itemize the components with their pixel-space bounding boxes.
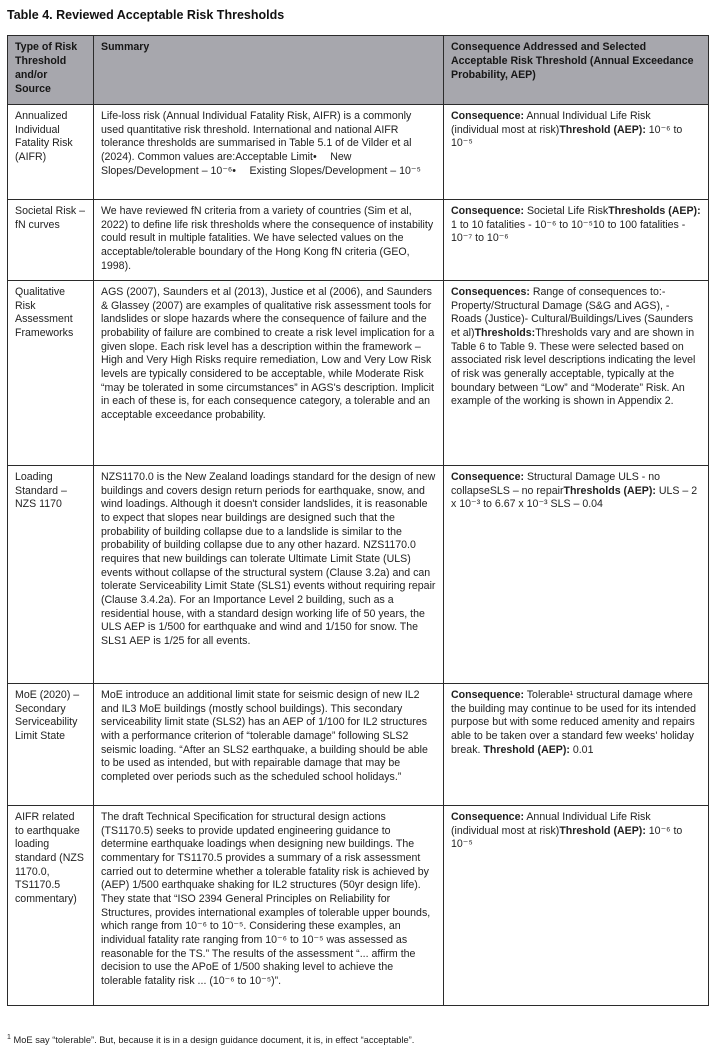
row-summary-cell: MoE introduce an additional limit state for seismic design of new IL2 and IL3 MoE buildings (mostly school buildings). This secondary serviceability limit state (SLS2) has an AEP of 1/100 for IL2 structures with a performance criterion of “tolerable damage” following SLS2 seismic loading. “After an SLS2 earthquake, a building should be able to be used as intended, but with repairable damage that may be completed over periods such as the scheduled school holidays.” xyxy=(94,684,444,806)
footnote-marker: 1 xyxy=(7,1034,11,1042)
header-type-of-risk: Type of Risk Threshold and/or Source xyxy=(8,36,94,105)
consequence-label: Consequence: xyxy=(451,471,524,484)
table-row xyxy=(8,806,709,1006)
row-source-cell: Societal Risk – fN curves xyxy=(8,199,94,280)
consequence-value: Tolerable¹ structural damage where the building may continue to be used for its intended purpose but with some reduced amenity and repairs able to be taken over a standard few weeks' holiday break. xyxy=(451,689,696,756)
consequence-value: Annual Individual Life Risk (individual most at risk) xyxy=(451,811,651,837)
consequence-label: Consequence: xyxy=(451,811,524,824)
row-source-cell: Annualized Individual Fatality Risk (AIFR) xyxy=(8,104,94,199)
footnote xyxy=(7,1034,708,1045)
row-source-cell: MoE (2020) – Secondary Serviceability Limit State xyxy=(8,684,94,806)
row-consequence-cell xyxy=(444,806,709,1006)
risk-thresholds-table xyxy=(7,35,709,1006)
footnote-text: MoE say “tolerable”. But, because it is in a design guidance document, it is, in effect “acceptable”. xyxy=(10,1035,415,1045)
consequence-label: Consequences: xyxy=(451,286,530,299)
row-consequence-cell xyxy=(444,466,709,684)
consequence-value: Structural Damage ULS - no collapseSLS – no repair xyxy=(451,471,661,497)
row-consequence-cell xyxy=(444,281,709,466)
consequence-label: Threshold (AEP): xyxy=(483,743,570,756)
consequence-value: 10⁻⁶ to 10⁻⁵ xyxy=(451,123,683,150)
header-summary: Summary xyxy=(94,36,444,105)
table-row xyxy=(8,466,709,684)
consequence-label: Thresholds (AEP): xyxy=(608,204,701,217)
table-row xyxy=(8,281,709,466)
row-source-cell: Loading Standard – NZS 1170 xyxy=(8,466,94,684)
consequence-label: Threshold (AEP): xyxy=(559,824,646,837)
consequence-label: Consequence: xyxy=(451,109,524,122)
row-source-cell: AIFR related to earthquake loading standard (NZS 1170.0, TS1170.5 commentary) xyxy=(8,806,94,1006)
consequence-value: ULS – 2 x 10⁻³ to 6.67 x 10⁻³ SLS – 0.04 xyxy=(451,484,698,511)
row-summary-cell: NZS1170.0 is the New Zealand loadings standard for the design of new buildings and covers design return periods for earthquake, snow, and wind loadings. Although it doesn't consider landslides, it is reasonable to expect that slopes near buildings are designed such that the probability of building collapse due to a landslide is similar to the probability of building collapse due to any other hazard. NZS1170.0 requires that new buildings can tolerate Ultimate Limit State (ULS) events without collapse of the structural system (Clause 3.2a) and can tolerate Serviceability Limit State (SLS1) events without requiring repair (Clause 3.4.2a). For an Importance Level 2 building, such as a residential house, with a standard design working life of 50 years, the ULS AEP is 1/500 for earthquake and wind and 1/150 for snow. The SLS1 AEP is 1/25 for all events. xyxy=(94,466,444,684)
consequence-value: Range of consequences to:- Property/Structural Damage (S&G and AGS), - Roads (Justice)- Cultural/Buildings/Lives (Saunders et al) xyxy=(451,286,693,340)
header-row xyxy=(8,36,709,105)
consequence-label: Consequence: xyxy=(451,204,524,217)
row-summary-cell: We have reviewed fN criteria from a variety of countries (Sim et al, 2022) to define life risk thresholds where the consequence of instability could result in multiple fatalities. We have selected values on the acceptable/tolerable boundary of the Hong Kong fN criteria (GEO, 1998). xyxy=(94,199,444,280)
consequence-label: Consequence: xyxy=(451,689,524,702)
table-row xyxy=(8,104,709,199)
row-consequence-cell xyxy=(444,199,709,280)
table-row xyxy=(8,684,709,806)
row-consequence-cell xyxy=(444,104,709,199)
consequence-value: Thresholds vary and are shown in Table 6 to Table 9. These were selected based on associated risk level descriptions indicating the level of risk was generally acceptable, typically at the boundary between “Low” and “Moderate” Risk. An example of the working is shown in Appendix 2. xyxy=(451,327,696,408)
consequence-label: Thresholds (AEP): xyxy=(563,484,656,497)
row-consequence-cell xyxy=(444,684,709,806)
row-summary-cell: The draft Technical Specification for structural design actions (TS1170.5) seeks to provide updated engineering guidance to determine earthquake loadings when designing new buildings. The commentary for TS1170.5 provides a summary of a risk assessment carried out to determine whether a tolerable fatality risk is achieved by (AEP) 1/500 earthquake shaking for IL2 structures (50yr design life). They state that “ISO 2394 General Principles on Reliability for Structures, provides international examples of tolerable upper bounds, which range from 10⁻⁶ to 10⁻⁵. Considering these examples, an individual fatality rate ranging from 10⁻⁶ to 10⁻⁵ was assessed as reasonable for the TS.” The results of the assessment “... affirm the decision to use the APoE of 1/500 shaking level to achieve the tolerable fatality risk ... (10⁻⁶ to 10⁻⁵)”. xyxy=(94,806,444,1006)
consequence-label: Thresholds: xyxy=(474,327,536,340)
consequence-value: Annual Individual Life Risk (individual most at risk) xyxy=(451,109,651,136)
table-body xyxy=(8,104,709,1005)
row-source-cell: Qualitative Risk Assessment Frameworks xyxy=(8,281,94,466)
table-row xyxy=(8,199,709,280)
consequence-value: 0.01 xyxy=(569,743,594,756)
header-consequence: Consequence Addressed and Selected Acceptable Risk Threshold (Annual Exceedance Probability, AEP) xyxy=(444,36,709,105)
row-summary-cell: AGS (2007), Saunders et al (2013), Justice et al (2006), and Saunders & Glassey (2007) are examples of qualitative risk assessment tools for landslides or slope hazards where the consequence of failure and the probability of failure are combined to create a risk level implication for a given slope. Each risk level has a description within the framework – High and Very High Risks require remediation, Low and Very Low Risk levels are typically considered to be acceptable, while Moderate Risk “may be tolerated in some circumstances” in AGS's description. Implicit in each of these is, for each consequence category, a tolerable and an acceptable exceedance probability. xyxy=(94,281,444,466)
table-title: Table 4. Reviewed Acceptable Risk Thresholds xyxy=(7,8,285,22)
row-summary-cell: Life-loss risk (Annual Individual Fatality Risk, AIFR) is a commonly used quantitative risk threshold. International and national AIFR tolerance thresholds are summarised in Table 5.1 of de Vilder et al (2024). Common values are:Acceptable Limit• New Slopes/Development – 10⁻⁶• Existing Slopes/Development – 10⁻⁵ xyxy=(94,104,444,199)
consequence-value: 1 to 10 fatalities - 10⁻⁶ to 10⁻⁵10 to 100 fatalities - 10⁻⁷ to 10⁻⁶ xyxy=(451,218,686,245)
consequence-label: Threshold (AEP): xyxy=(559,123,646,136)
consequence-value: 10⁻⁶ to 10⁻⁵ xyxy=(451,824,683,851)
consequence-value: Societal Life Risk xyxy=(524,204,609,217)
